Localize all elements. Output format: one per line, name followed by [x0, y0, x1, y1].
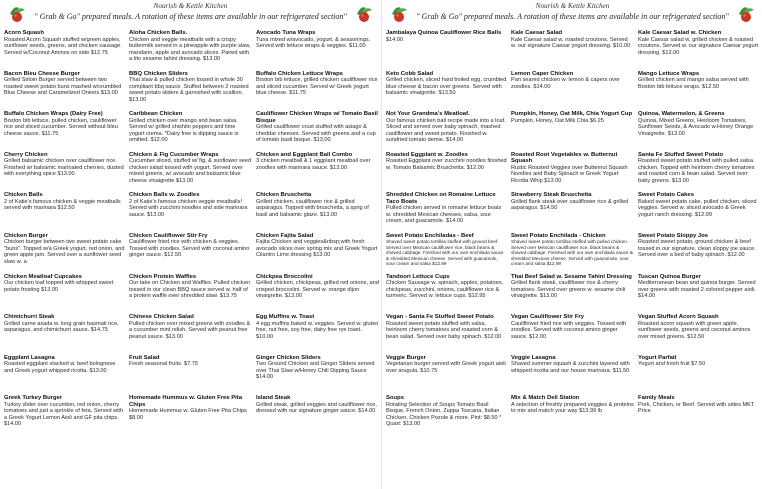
restaurant-title: Nourish & Kettle Kitchen: [153, 2, 228, 10]
menu-item-description: Shaved sweet potato tortillas stuffed with ground beef. Served over Mexican cauliflower rice, black beans & shaved cabbage. Finished with our own enchilada sauce & shredded Mexican cheese. Served with guacamole, sour cream and salsa $12.99: [386, 239, 504, 267]
menu-item-title: Chickpea Broccolini: [256, 273, 313, 280]
menu-item: [256, 314, 381, 355]
menu-item-title: Pumpkin, Honey, Oat Milk, Chia Yogurt Cup: [511, 111, 633, 118]
menu-item-title: Chicken Bruschetta: [256, 192, 312, 199]
menu-item: [386, 395, 509, 436]
menu-item-title: Quinoa, Watermelon, & Greens: [638, 111, 725, 118]
menu-item: [256, 71, 381, 112]
menu-item: [638, 152, 762, 193]
menu-item-title: Tuscan Quinoa Burger: [638, 273, 702, 280]
menu-item-title: Caribbean Chicken: [129, 111, 183, 118]
menu-item-description: Thai slaw & pulled chicken tossed in whole 30 compliant bbq sauce. Stuffed between 2 roasted sweet potato sliders & garnished with scallion. $13.00: [129, 77, 249, 103]
menu-item-description: Our chicken loaf topped with whipped sweet potato frosting $13.00: [4, 280, 114, 293]
menu-item-title: Kale Caesar Salad w. Chicken: [638, 30, 722, 36]
menu-item: [638, 30, 762, 71]
menu-item-title: Bacon Bleu Cheese Burger: [4, 70, 80, 77]
menu-item-title: Thai Beef Salad w. Sesame Tahini Dressing: [511, 273, 632, 280]
menu-item-title: Roasted Root Vegetables w. Butternut Squash: [511, 151, 618, 165]
menu-item-title: Buffalo Chicken Wraps (Dairy Free): [4, 111, 103, 118]
menu-item-description: Grilled balsamic chicken over cauliflower rice. Finished w/ balsamic marinated cherries, dusted with everything spice $13.00: [4, 158, 124, 178]
menu-item-title: Santa Fe Stuffed Sweet Potato: [638, 151, 724, 158]
menu-item-description: Pork, Chicken, or Beef. Served with sides MKT Price: [638, 401, 755, 415]
menu-item-title: Kale Caesar Salad: [511, 30, 563, 36]
menu-item-description: Turkey slider over cucumber, red onion, cherry tomatoes and just a sprinkle of feta. Served with a Greek Yogurt Lemon Aioli and GF pita chips. $14.00: [4, 401, 124, 428]
menu-item-title: Chinese Chicken Salad: [129, 314, 194, 321]
menu-item: [256, 192, 381, 233]
menu-item: [511, 152, 636, 193]
menu-item: [4, 192, 127, 233]
menu-item-title: Chicken Meatloaf Cupcakes: [4, 273, 82, 280]
menu-item-title: Chicken Burger: [4, 232, 48, 239]
menu-item-title: Sweet Potato Cakes: [638, 192, 694, 199]
menu-item-description: Grilled chicken over mango and bean salsa. Served w/ grilled shishito peppers and lime yogurt crema. *Dairy free is dipping sauce is omitted. $12.00: [129, 117, 239, 144]
menu-item: [511, 192, 636, 233]
page-header: [0, 0, 381, 30]
menu-item: [386, 233, 509, 274]
menu-item-description: Vegetarian burger served with Greek yogurt aioli over arugula. $10.75: [386, 361, 506, 374]
page-header: [382, 0, 762, 30]
menu-item-description: 4 egg muffins baked w. veggies. Served w. gluten free, nut free, soy free, dairy free rye toast. $10.00: [256, 320, 379, 340]
menu-item-description: Roasted sweet potato, ground chicken & beef tossed in our signature, clean sloppy joe sauce. Served over a bed of baby spinach. $12.00: [638, 239, 756, 259]
menu-item-description: Roasted Eggplant over zucchini noodles finished w. Tomato Balsamic Bruschetta. $12.00: [386, 158, 507, 171]
menu-item-description: Grilled chicken, chickpeas, grilled red onions, and crisped broccolini. Served w. orange dijon vinaigrette. $13.00: [256, 280, 379, 300]
menu-item-description: Roasted Acorn Squash stuffed w/green apples, sunflower seeds, greens, and chicken sausage. Served w/Coconut Aminos on side $12.75: [4, 36, 122, 56]
menu-item-description: Boston bib lettuce, pulled chicken, cauliflower rice and sliced cucumber. Served without bleu cheese sauce. $11.75: [4, 117, 118, 137]
menu-item: [4, 152, 127, 193]
menu-item: [4, 71, 127, 112]
menu-item-title: Aloha Chicken Balls.: [129, 30, 188, 36]
menu-item: [129, 152, 254, 193]
menu-item-title: Roasted Eggplant w. Zoodles: [386, 151, 468, 158]
menu-item-description: Two Ground Chicken and Ginger Sliders served over Thai Slaw w/Honey Chili Dipping Sauce $14.00: [256, 361, 375, 381]
menu-item: [638, 111, 762, 152]
restaurant-title: Nourish & Kettle Kitchen: [535, 2, 610, 10]
menu-item-title: Strawberry Steak Bruschetta: [511, 192, 592, 199]
menu-item: [256, 233, 381, 274]
menu-item-description: Rustic Roasted Veggies over Butternut Squash Noodles and Baby Spinach w Greek Yogurt Ricotta Whip $13.00: [511, 164, 628, 184]
menu-item-description: Fajita Chicken and veggies&nbsp;with fresh avocado slices over spring mix and Greek Yogurt Cilantro Lime dressing $13.00: [256, 239, 378, 259]
menu-item-description: Baked sweet potato cake, pulled chicken, sliced veggies. Served w. sliced avocado & Greek yogurt ranch dressing. $12.99: [638, 198, 757, 218]
menu-item-description: Grilled flank steak over cauliflower rice & grilled asparagus. $14.50: [511, 198, 629, 212]
menu-item: [129, 233, 254, 274]
menu-item-title: Vegan Cauliflower Stir Fry: [511, 314, 584, 321]
menu-item-description: Cauliflower fried rice with veggies. Tossed with zoodles. Served with coconut amino ginger sauce. $12.00: [511, 320, 627, 340]
menu-item-description: Kale Caesar salad w. roasted croutons. Served w. our signature Caesar yogurt dressing. $10.00: [511, 36, 631, 49]
menu-item: [511, 71, 636, 112]
menu-item-description: Chicken Sausage w. spinach, apples, potatoes, chickpeas, zucchini, onions, cauliflower rice & turmeric. Served w. lettuce cups. $12.95: [386, 280, 504, 300]
menu-item-description: Grilled steak, grilled veggies and cauliflower rice, dressed with our signature ginger sauce. $14.00: [256, 401, 377, 415]
menu-item: [129, 395, 254, 436]
menu-item: [511, 314, 636, 355]
menu-item-title: Veggie Burger: [386, 354, 426, 361]
menu-item-description: Shaved summer squash & zucchini layered with whipped ricotta and our house marinara. $11.50: [511, 361, 630, 374]
menu-item-description: Homemade Hummus w. Gluten Free Pita Chips $8.00: [129, 408, 247, 421]
menu-item-description: Grilled chicken and mango salsa served with Boston bib lettuce wraps. $12.50: [638, 77, 749, 90]
menu-item: [4, 233, 127, 274]
menu-item-description: Grilled carne asada w. long grain basmati rice, asparagus, and chimichurri sauce. $14.75: [4, 320, 119, 334]
menu-item-description: 2 of Katie's famous chicken veggie meatballs! Served with zucchini noodles and side marinara sauce. $13.00: [129, 198, 248, 218]
menu-item-title: Veggie Lasagna: [511, 354, 556, 361]
menu-item: [256, 152, 381, 193]
menu-item: [638, 233, 762, 274]
menu-item: [638, 355, 762, 396]
menu-grid: [386, 30, 761, 488]
menu-item-title: Sweet Potato Enchiladas - Beef: [386, 232, 474, 239]
menu-item-title: Chicken Fajita Salad: [256, 232, 314, 239]
menu-item: [638, 314, 762, 355]
menu-item: [129, 111, 254, 152]
menu-item-title: Jambalaya Quinoa Cauliflower Rice Balls: [386, 30, 502, 36]
menu-item: [129, 71, 254, 112]
menu-item-description: Yogurt and fresh fruit $7.50: [638, 361, 706, 368]
menu-item-description: Tuna mixed w/avocado, yogurt, & seasonings. Served with lettuce wraps & veggies. $11.00: [256, 36, 371, 49]
menu-item-description: A selection of freshly prepared veggies & proteins to mix and match your way $13.99 lb: [511, 401, 634, 415]
menu-item-title: Chicken Balls w. Zoodles: [129, 192, 200, 199]
menu-item: [386, 314, 509, 355]
menu-item-description: Fresh seasonal fruits. $7.75: [129, 361, 199, 368]
menu-item-description: Mediterranean bean and quinoa burger. Served over greens with roasted 2 colored pepper aioli. $14.00: [638, 280, 756, 300]
menu-item-title: Cauliflower Chicken Wraps w/ Tomato Basil Bisque: [256, 111, 378, 124]
menu-item-description: Pumpkin, Honey, Oat Milk Chia $6.25: [511, 117, 604, 124]
menu-item-description: Roasted acorn squash with green apple, sunflower seeds, greens and coconut aminos over mixed greens. $12.50: [638, 320, 751, 340]
menu-item-description: Grilled cauliflower crust stuffed with asiago & cheddar cheeses. Served with greens and a cup of tomato basil bisque. $13.00: [256, 124, 376, 144]
menu-item: [256, 30, 381, 71]
menu-item-title: Chicken and Eggplant Ball Combo: [256, 151, 353, 158]
menu-item-title: Family Meals: [638, 395, 675, 402]
menu-item-description: Boston bib lettuce, grilled chicken cauliflower rice and sliced cucumber. Served w/ Greek yogurt blue cheese. $11.75: [256, 77, 378, 97]
menu-item: [386, 192, 509, 233]
menu-item-title: Chicken Cauliflower Stir Fry: [129, 232, 208, 239]
menu-item: [129, 192, 254, 233]
menu-item: [511, 274, 636, 315]
menu-item-title: Eggplant Lasagna: [4, 354, 55, 361]
menu-item: [129, 274, 254, 315]
menu-item: [129, 30, 254, 71]
menu-item-description: Chicken and veggie meatballs with a crispy buttermilk served in a pineapple with purple slaw, mandarin, apple and avocado slices. Paired with a tito sesame tahini dressing. $13.00: [129, 36, 251, 62]
menu-item: [129, 314, 254, 355]
menu-item-title: Mango Lettuce Wraps: [638, 70, 700, 77]
menu-item-title: Not Your Grandma's Meatloaf.: [386, 111, 470, 118]
menu-item-title: Avocado Tuna Wraps: [256, 30, 316, 36]
menu-item-description: Roasted sweet potato stuffed with pulled salsa chicken. Topped with heirloom cherry tomatoes and roasted corn & bean salad. Served over baby greens. $13.00: [638, 158, 755, 184]
menu-item-title: Soups: [386, 395, 404, 402]
menu-grid: [4, 30, 379, 488]
menu-item: [511, 111, 636, 152]
menu-item-title: Yogurt Parfait: [638, 354, 677, 361]
menu-item: [4, 111, 127, 152]
menu-item-title: Chimichurri Steak: [4, 314, 55, 321]
menu-item: [511, 355, 636, 396]
menu-item-title: Fruit Salad: [129, 354, 160, 361]
menu-item: [386, 274, 509, 315]
menu-item-title: Vegan - Santa Fe Stuffed Sweet Potato: [386, 314, 494, 321]
menu-item-description: Pulled chicken over mixed greens with zoodles & a cucumber mint relish. Served with peanut free peanut sauce. $13.00: [129, 320, 251, 340]
menu-item: [386, 111, 509, 152]
menu-item: [638, 71, 762, 112]
pepper-logo-icon: [353, 2, 375, 24]
menu-item-title: BBQ Chicken Sliders: [129, 70, 188, 77]
menu-subtitle: " Grab & Go" prepared meals. A rotation of these items are available in our refrigerated section": [34, 12, 347, 21]
menu-item-title: Island Steak: [256, 395, 291, 402]
menu-item-title: Chicken & Fig Cucumber Wraps: [129, 151, 219, 158]
menu-item: [4, 274, 127, 315]
menu-item: [511, 30, 636, 71]
menu-item-title: Acorn Squash: [4, 30, 44, 36]
menu-item-description: Chicken burger between two sweet potato cake "buns". Topped w/a Greek yogurt, red onion, and green apple jam. Served over a sunflower seed slaw w. a: [4, 239, 125, 265]
menu-item-description: Our take on Chicken and Waffles. Pulled chicken tossed in our clean BBQ sauce served w. half of a protein waffle over shredded slaw. $13.75: [129, 280, 250, 300]
menu-item-description: Cucumber sliced, stuffed w/ fig, & sunflower seed chicken salad tossed with yogurt. Served over mixed greens, w/ avocado and balsamic blue cheese vinaigrette $13.00: [129, 158, 252, 184]
menu-item-title: Homemade Hummus w. Gluten Free Pita Chips: [129, 395, 243, 408]
menu-item: [386, 30, 509, 71]
menu-item-title: Egg Muffins w. Toast: [256, 314, 315, 321]
menu-item-title: Ginger Chicken Sliders: [256, 354, 321, 361]
menu-item-description: Pan seared chicken w. lemon & capers over zoodles. $14.00: [511, 77, 620, 90]
menu-item-title: Sweet Potato Enchilada - Chicken: [511, 232, 606, 239]
menu-item: [256, 355, 381, 396]
menu-item-description: Cauliflower fried rice with chicken & veggies. Tossed with zoodles. Served with coconut amino ginger sauce. $12.50: [129, 239, 250, 259]
menu-item-description: Our famous chicken ball recipe made into a loaf. Sliced and served over baby spinach, mashed cauliflower and sweet potato. Finished w. sundried tomato demie. $14.00: [386, 117, 506, 144]
menu-item: [511, 395, 636, 436]
menu-item: [256, 274, 381, 315]
menu-item-description: Roasted eggplant stacked w. beef bolognese and Greek yogurt whipped ricotta. $13.00: [4, 361, 116, 374]
menu-item-title: Lemon Caper Chicken: [511, 70, 574, 77]
menu-item: [256, 395, 381, 436]
menu-item-title: Tandoori Lettuce Cups: [386, 273, 450, 280]
menu-item: [386, 152, 509, 193]
menu-item-title: Buffalo Chicken Lettuce Wraps: [256, 70, 343, 77]
pepper-logo-icon: [735, 2, 757, 24]
menu-item: [386, 355, 509, 396]
menu-item-description: Quinoa, Mixed Greens, Heirloom Tomatoes, Sunflower Seeds, & Avocado w.Honey Orange Vinaigrette. $13.00: [638, 117, 754, 137]
menu-item-description: $14.00: [386, 36, 404, 43]
menu-item: [256, 111, 381, 152]
menu-item: [129, 355, 254, 396]
menu-item-description: Grilled chicken, sliced hard boiled egg, crumbled blue cheese & bacon over greens. Served with balsamic vinaigrette. $13.50: [386, 77, 507, 97]
menu-item-title: Mix & Match Deli Station: [511, 395, 580, 402]
menu-item-title: Greek Turkey Burger: [4, 395, 63, 402]
menu-item: [638, 192, 762, 233]
menu-item-description: Roasted sweet potato stuffed with salsa, heirloom cherry tomatoes and roasted corn & bean salad. Served over baby spinach. $12.00: [386, 320, 502, 340]
menu-item-title: Keto Cobb Salad: [386, 70, 434, 77]
menu-item: [386, 71, 509, 112]
menu-item-title: Vegan Stuffed Acorn Squash: [638, 314, 719, 321]
menu-item: [4, 395, 127, 436]
menu-item-description: Grilled flank steak, cauliflower rice & cherry tomatoes. Served over greens w. sesame chili vinaigrette. $13.00: [511, 280, 626, 300]
menu-subtitle: " Grab & Go" prepared meals. A rotation of these items are available in our refrigerated section": [416, 12, 729, 21]
menu-item-description: Pulled chicken served in romaine lettuce boats w. shredded Mexican cheeses, salsa, sour cream, and guacamole. $14.00: [386, 205, 502, 225]
menu-item: [4, 314, 127, 355]
menu-item-description: 2 of Katie's famous chicken & veggie meatballs served with marinara $12.50: [4, 198, 121, 212]
menu-item-title: Chicken Balls: [4, 192, 43, 199]
menu-item: [511, 233, 636, 274]
menu-item-title: Cherry Chicken: [4, 151, 48, 158]
menu-item-title: Sweet Potato Sloppy Joe: [638, 232, 709, 239]
menu-item: [638, 274, 762, 315]
menu-item-title: Chicken Protein Waffles: [129, 273, 197, 280]
menu-item-description: Grilled Sirloin Burger served between two roasted sweet potato buns mashed w/crumbled Blue Cheese and Caramelized Onions $13.00: [4, 77, 122, 97]
menu-item: [4, 355, 127, 396]
menu-page-right: [381, 0, 762, 489]
menu-item-description: Shaved sweet potato tortillas stuffed with pulled chicken. Served over Mexican cauliflower rice, black beans & shaved cabbage. Finished with our own enchilada sauce & shredded Mexican cheese. Served with guacamole, sour cream and salsa $12.99: [511, 239, 633, 267]
menu-item: [4, 30, 127, 71]
menu-item-description: Rotating Selection of Soups Tomato Basil Bisque, French Onion, Zuppa Toscana, Italian Chicken, Chicken Pozole & more. Pint: $8.50 * Quart: $13.00: [386, 401, 502, 428]
menu-item-title: Shredded Chicken on Romaine Lettuce Taco Boats: [386, 192, 496, 205]
menu-item-description: Kale Caesar salad w. grilled chicken & roasted croutons. Served w. our signature Caesar yogurt dressing. $12.00: [638, 36, 759, 56]
menu-item-description: 3 chicken meatball & 1 eggplant meatball over zoodles with marinara sauce. $13.00: [256, 158, 371, 171]
menu-item-description: Grilled chicken, cauliflower rice & grilled asparagus. Topped with bruschetta, a sprig of basil and balsamic glaze. $13.00: [256, 198, 369, 218]
menu-item: [638, 395, 762, 436]
